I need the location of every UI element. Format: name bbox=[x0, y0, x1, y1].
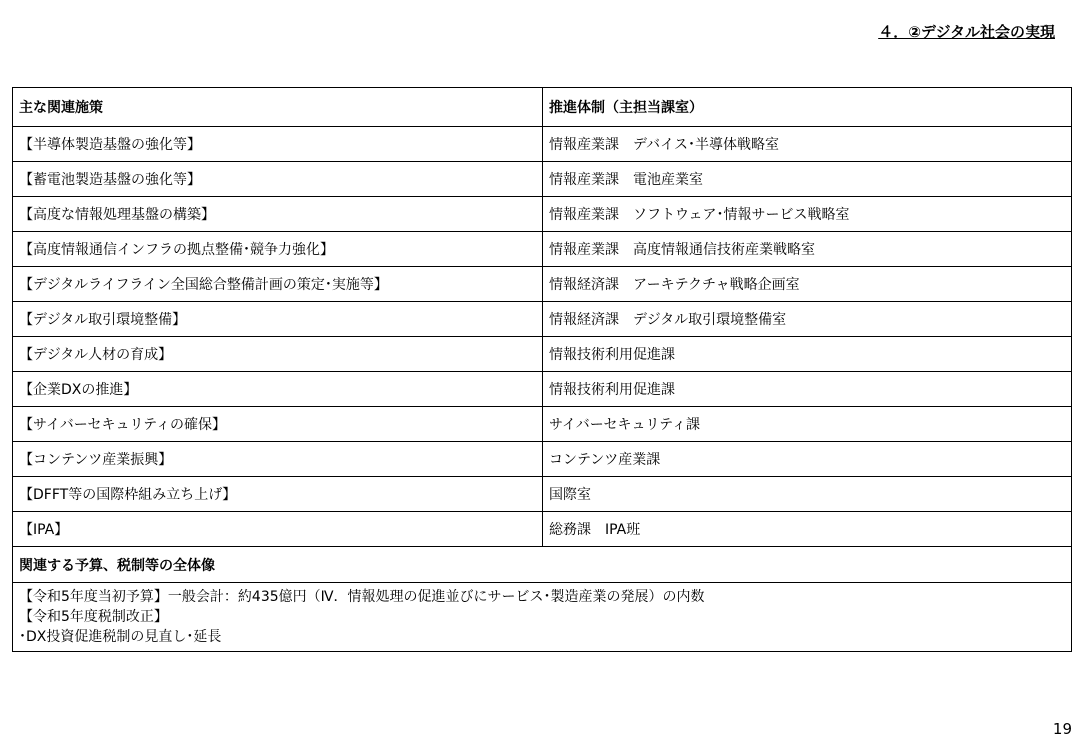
table-row bbox=[13, 162, 1072, 197]
division-cell: コンテンツ産業課 bbox=[543, 442, 1072, 477]
page-number: 19 bbox=[1052, 720, 1072, 738]
budget-details bbox=[13, 583, 1072, 652]
column-header-structure: 推進体制（主担当課室） bbox=[543, 88, 1072, 127]
measure-cell: 【DFFT等の国際枠組み立ち上げ】 bbox=[13, 477, 543, 512]
measure-cell: 【蓄電池製造基盤の強化等】 bbox=[13, 162, 543, 197]
budget-line: 【令和5年度当初予算】一般会計：約435億円（Ⅳ．情報処理の促進並びにサービス･製造産業の発展）の内数 bbox=[19, 589, 705, 605]
column-header-measures: 主な関連施策 bbox=[13, 88, 543, 127]
division-cell: 情報経済課 アーキテクチャ戦略企画室 bbox=[543, 267, 1072, 302]
measure-cell: 【高度情報通信インフラの拠点整備･競争力強化】 bbox=[13, 232, 543, 267]
measure-cell: 【サイバーセキュリティの確保】 bbox=[13, 407, 543, 442]
table-row bbox=[13, 337, 1072, 372]
measure-cell: 【デジタル取引環境整備】 bbox=[13, 302, 543, 337]
measure-cell: 【半導体製造基盤の強化等】 bbox=[13, 127, 543, 162]
division-cell: 情報技術利用促進課 bbox=[543, 337, 1072, 372]
table-row bbox=[13, 372, 1072, 407]
budget-section-title: 関連する予算、税制等の全体像 bbox=[13, 547, 1072, 583]
budget-line: 【令和5年度税制改正】 bbox=[19, 609, 168, 625]
division-cell: 国際室 bbox=[543, 477, 1072, 512]
budget-body-row bbox=[13, 583, 1072, 652]
measure-cell: 【デジタルライフライン全国総合整備計画の策定･実施等】 bbox=[13, 267, 543, 302]
table-row bbox=[13, 442, 1072, 477]
budget-header-row bbox=[13, 547, 1072, 583]
measure-cell: 【高度な情報処理基盤の構築】 bbox=[13, 197, 543, 232]
table-header-row bbox=[13, 88, 1072, 127]
division-cell: 総務課 IPA班 bbox=[543, 512, 1072, 547]
table-row bbox=[13, 197, 1072, 232]
division-cell: 情報技術利用促進課 bbox=[543, 372, 1072, 407]
division-cell: サイバーセキュリティ課 bbox=[543, 407, 1072, 442]
budget-line: ･DX投資促進税制の見直し･延長 bbox=[19, 629, 222, 645]
division-cell: 情報産業課 電池産業室 bbox=[543, 162, 1072, 197]
table-row bbox=[13, 302, 1072, 337]
measure-cell: 【企業DXの推進】 bbox=[13, 372, 543, 407]
measure-cell: 【デジタル人材の育成】 bbox=[13, 337, 543, 372]
table-row bbox=[13, 477, 1072, 512]
measure-cell: 【IPA】 bbox=[13, 512, 543, 547]
table-row bbox=[13, 512, 1072, 547]
division-cell: 情報産業課 デバイス･半導体戦略室 bbox=[543, 127, 1072, 162]
table-row bbox=[13, 267, 1072, 302]
table-row bbox=[13, 127, 1072, 162]
measure-cell: 【コンテンツ産業振興】 bbox=[13, 442, 543, 477]
table-body bbox=[13, 127, 1072, 547]
table-row bbox=[13, 407, 1072, 442]
policy-table bbox=[12, 87, 1072, 652]
division-cell: 情報産業課 高度情報通信技術産業戦略室 bbox=[543, 232, 1072, 267]
division-cell: 情報産業課 ソフトウェア･情報サービス戦略室 bbox=[543, 197, 1072, 232]
division-cell: 情報経済課 デジタル取引環境整備室 bbox=[543, 302, 1072, 337]
section-title: ４．②デジタル社会の実現 bbox=[878, 23, 1055, 41]
table-row bbox=[13, 232, 1072, 267]
